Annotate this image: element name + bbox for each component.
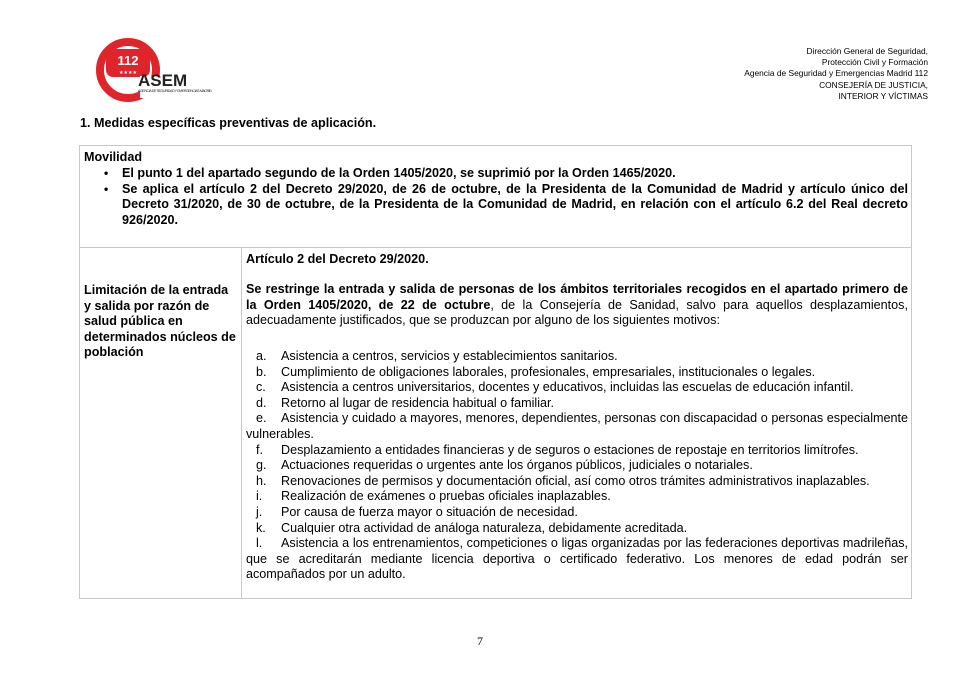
- motive-letter: e.: [256, 411, 267, 426]
- motive-letter: f.: [256, 442, 263, 457]
- motive-text: Realización de exámenes o pruebas oficiales inaplazables.: [281, 489, 611, 504]
- section-title: 1. Medidas específicas preventivas de aplicación.: [80, 116, 377, 130]
- motive-item: [246, 521, 908, 537]
- motive-letter: b.: [256, 364, 267, 379]
- limitacion-label: Limitación de la entrada y salida por razón de salud pública en determinados núcleos de población: [84, 283, 236, 360]
- motive-letter: i.: [256, 489, 263, 504]
- movilidad-title: Movilidad: [84, 150, 143, 164]
- motive-text: Actuaciones requeridas o urgentes ante los órganos públicos, judiciales o notariales.: [281, 458, 753, 473]
- motive-text: Desplazamiento a entidades financieras y de seguros o estaciones de repostaje en territorios limítrofes.: [281, 442, 859, 457]
- org-line: Dirección General de Seguridad,: [806, 46, 928, 56]
- asem-112-logo: [92, 36, 222, 106]
- header-organization: [744, 46, 928, 102]
- svg-text:★★★★: ★★★★: [119, 70, 137, 76]
- motive-text: Por causa de fuerza mayor o situación de necesidad.: [281, 504, 578, 519]
- motive-item: [246, 380, 908, 396]
- motive-item: [246, 411, 908, 442]
- motive-item: [246, 396, 908, 412]
- page-number: 7: [477, 634, 483, 648]
- motive-item: [246, 474, 908, 490]
- article-intro-rest: , de la Consejería de Sanidad, salvo para aquellos desplazamientos, adecuadamente justificados, que se produzcan por alguno de los siguientes motivos:: [246, 297, 908, 328]
- motive-letter: c.: [256, 380, 266, 395]
- motive-text: Asistencia a centros, servicios y establecimientos sanitarios.: [281, 349, 618, 363]
- motive-letter: k.: [256, 520, 266, 535]
- logo-badge-text: 112: [117, 53, 139, 68]
- motive-letter: a.: [256, 349, 267, 363]
- motives-list: [246, 349, 908, 583]
- motive-item: [246, 443, 908, 459]
- org-line: Protección Civil y Formación: [821, 57, 928, 68]
- article-title: Artículo 2 del Decreto 29/2020.: [246, 252, 429, 266]
- motive-text: Asistencia a los entrenamientos, competiciones o ligas organizadas por las federaciones deportivas madrileñas, que se acreditarán mediante licencia deportiva o certificado federativo. Los menores de edad podrán ser acompañados por un adulto.: [246, 536, 908, 582]
- movilidad-row: [80, 146, 911, 248]
- column-divider: [241, 247, 242, 598]
- movilidad-bullet: • El punto 1 del apartado segundo de la Orden 1405/2020, se suprimió por la Orden 1465/2020.: [100, 166, 908, 182]
- motive-text: Asistencia a centros universitarios, docentes y educativos, incluidas las escuelas de educación infantil.: [281, 380, 854, 395]
- org-line: Agencia de Seguridad y Emergencias Madrid 112: [744, 68, 928, 79]
- motive-letter: h.: [256, 473, 267, 488]
- logo-text: ASEM: [138, 71, 188, 90]
- asem-logo-graphic: [92, 36, 222, 106]
- motive-letter: l.: [256, 536, 263, 551]
- org-line: INTERIOR Y VÍCTIMAS: [838, 90, 928, 101]
- motive-text: Retorno al lugar de residencia habitual o familiar.: [281, 395, 555, 410]
- article-intro-bold: Se restringe la entrada y salida de personas de los ámbitos territoriales recogidos en el apartado primero de la Orden 1405/2020, de 22 de octubre: [246, 282, 908, 312]
- motive-letter: j.: [256, 504, 263, 519]
- motive-letter: d.: [256, 395, 267, 410]
- motive-item: [246, 458, 908, 474]
- measures-table: [79, 145, 912, 599]
- motive-item: [246, 349, 908, 365]
- motive-text: Cualquier otra actividad de análoga naturaleza, debidamente acreditada.: [281, 520, 688, 535]
- motive-item: [246, 536, 908, 583]
- movilidad-bullet-list: [100, 166, 908, 228]
- motive-item: [246, 365, 908, 381]
- motive-item: [246, 489, 908, 505]
- motive-text: Asistencia y cuidado a mayores, menores, dependientes, personas con discapacidad o personas especialmente vulnerables.: [246, 411, 908, 441]
- motive-item: [246, 505, 908, 521]
- motive-text: Cumplimiento de obligaciones laborales, profesionales, empresariales, institucionales o legales.: [281, 364, 816, 379]
- article-intro: [246, 282, 908, 329]
- logo-subtext: AGENCIA DE SEGURIDAD Y EMERGENCIAS MADRID: [138, 89, 212, 93]
- movilidad-bullet: • Se aplica el artículo 2 del Decreto 29/2020, de 26 de octubre, de la Presidenta de la Comunidad de Madrid y artículo único del Decreto 31/2020, de 30 de octubre, de la Presidenta de la Comunidad de Madrid, en relación con el artículo 6.2 del Real decreto 926/2020.: [100, 182, 908, 229]
- motive-letter: g.: [256, 458, 267, 473]
- motive-text: Renovaciones de permisos y documentación oficial, así como otros trámites administrativos inaplazables.: [281, 473, 870, 488]
- org-line: CONSEJERÍA DE JUSTICIA,: [819, 79, 928, 90]
